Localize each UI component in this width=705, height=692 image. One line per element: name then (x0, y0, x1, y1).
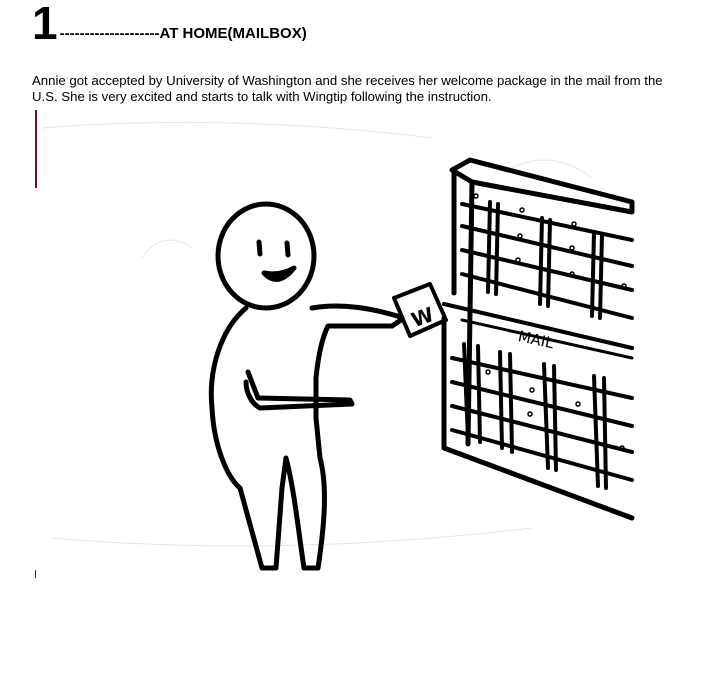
sketch-canvas (32, 108, 642, 578)
package-letter: W (407, 302, 437, 333)
figure-body-outline (211, 306, 404, 568)
mailbox-sign: MAIL (516, 327, 556, 353)
figure-right-eye (287, 243, 288, 255)
figure-left-eye (259, 242, 260, 254)
figure-smile (264, 268, 294, 279)
upper-mail-slots (462, 202, 632, 318)
mailbox-cabinet (444, 160, 632, 518)
step-number: 1 (32, 0, 57, 49)
stick-figure (211, 204, 404, 568)
figure-back-arm (246, 372, 352, 408)
accent-bar-bottom (35, 570, 36, 578)
accent-bar-top (35, 110, 37, 188)
step-header (32, 0, 307, 49)
sketch-illustration (32, 108, 642, 578)
package (394, 284, 446, 336)
figure-head (218, 204, 314, 308)
intro-paragraph: Annie got accepted by University of Washington and she receives her welcome package in the mail from the U.S. She is very excited and starts to talk with Wingtip following the instruction. (32, 73, 663, 104)
paper-background (42, 122, 592, 546)
step-title: --------------------AT HOME(MAILBOX) (59, 25, 307, 42)
lower-mail-slots (452, 344, 632, 488)
